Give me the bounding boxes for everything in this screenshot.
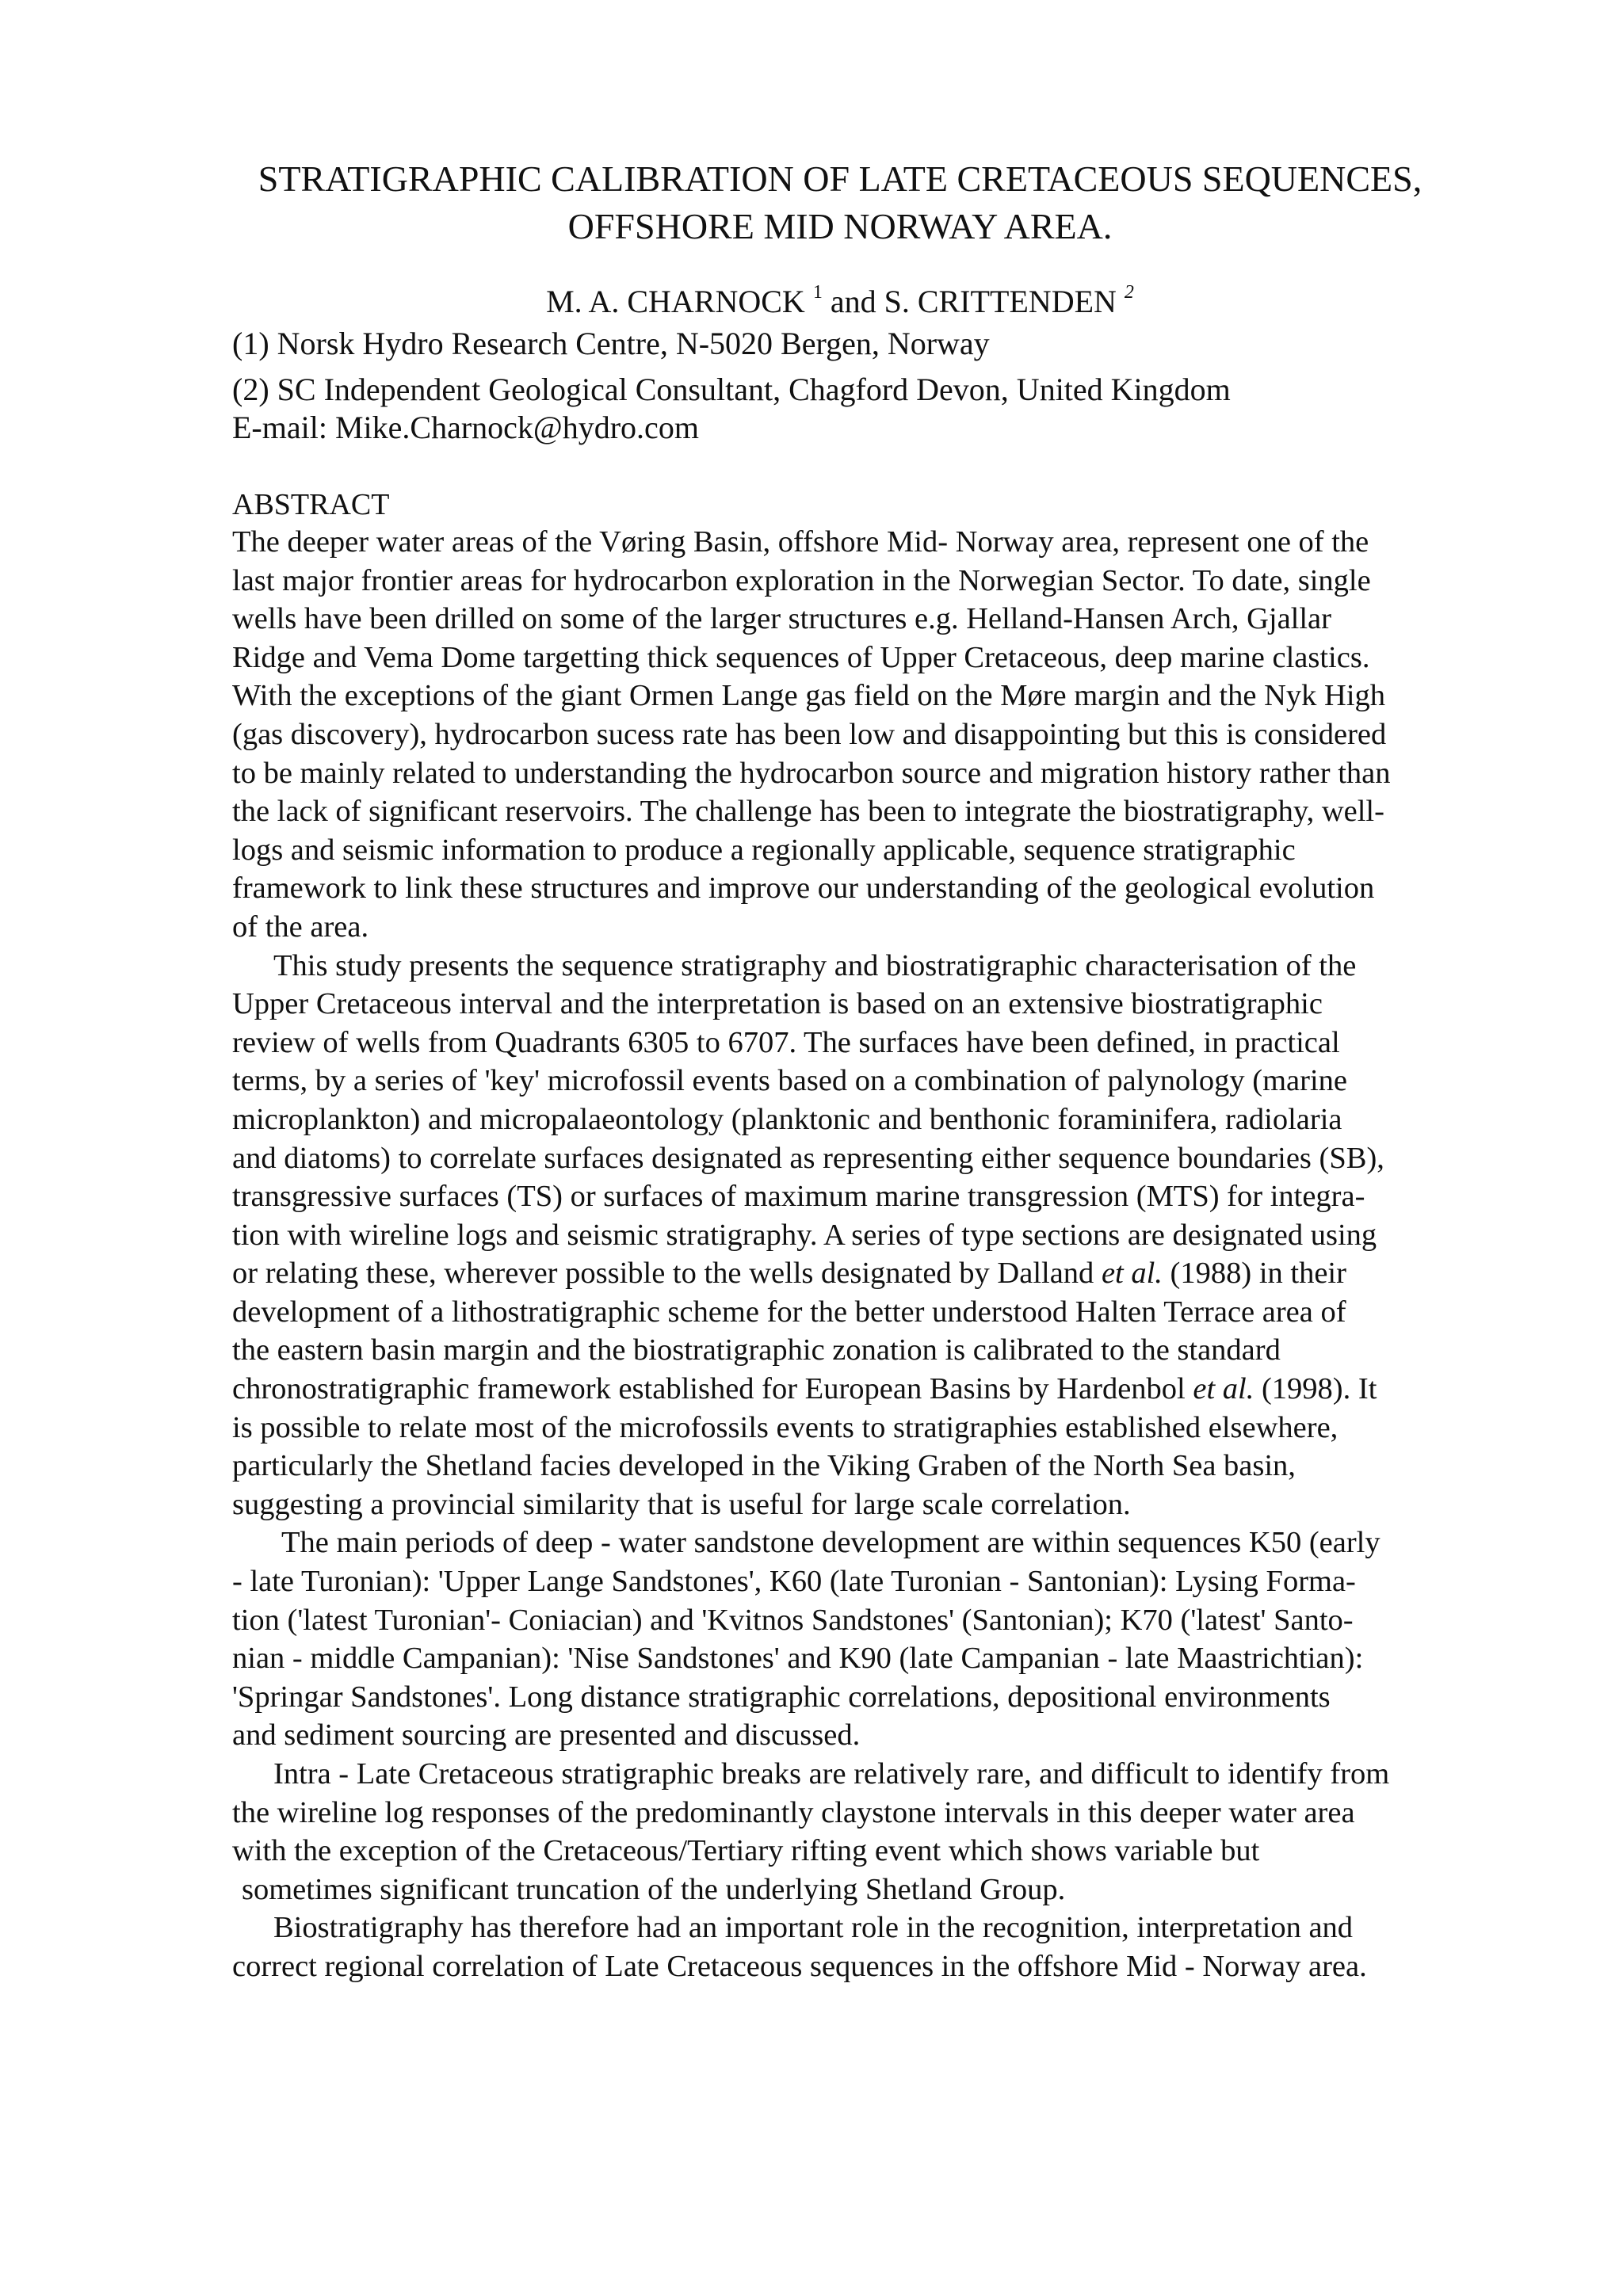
text-line: Ridge and Vema Dome targetting thick sequences of Upper Cretaceous, deep marine clastics. xyxy=(232,640,1370,674)
text-line-citation xyxy=(232,1370,1476,1409)
abstract-paragraph-1 xyxy=(232,523,1476,947)
text-line: framework to link these structures and improve our understanding of the geological evolution xyxy=(232,871,1375,906)
contact-email: E-mail: Mike.Charnock@hydro.com xyxy=(232,410,699,445)
text-line: logs and seismic information to produce a regionally applicable, sequence stratigraphic xyxy=(232,833,1296,867)
text-line: the wireline log responses of the predominantly claystone intervals in this deeper water area xyxy=(232,1795,1355,1829)
text-line: nian - middle Campanian): 'Nise Sandstones' and K90 (late Campanian - late Maastrichtian): xyxy=(232,1642,1364,1676)
abstract-paragraph-4 xyxy=(232,1755,1476,1909)
text-line: the lack of significant reservoirs. The challenge has been to integrate the biostratigraphy, well- xyxy=(232,795,1384,829)
text-line: tion ('latest Turonian'- Coniacian) and 'Kvitnos Sandstones' (Santonian); K70 ('latest' Santo- xyxy=(232,1603,1354,1637)
text-line: of the area. xyxy=(232,910,369,944)
text-line: with the exception of the Cretaceous/Tertiary rifting event which shows variable but xyxy=(232,1834,1260,1868)
text-line: and diatoms) to correlate surfaces designated as representing either sequence boundaries (SB), xyxy=(232,1141,1384,1175)
text-run: chronostratigraphic framework established for European Basins by Hardenbol xyxy=(232,1372,1193,1406)
text-line: Biostratigraphy has therefore had an important role in the recognition, interpretation and xyxy=(273,1911,1354,1945)
text-line: - late Turonian): 'Upper Lange Sandstones', K60 (late Turonian - Santonian): Lysing Forma- xyxy=(232,1565,1356,1599)
title-line-1: STRATIGRAPHIC CALIBRATION OF LATE CRETACEOUS SEQUENCES, xyxy=(258,158,1423,199)
title-line-2: OFFSHORE MID NORWAY AREA. xyxy=(567,206,1113,246)
text-line: Upper Cretaceous interval and the interpretation is based on an extensive biostratigraphic xyxy=(232,987,1323,1021)
text-line: wells have been drilled on some of the larger structures e.g. Helland-Hansen Arch, Gjallar xyxy=(232,602,1331,636)
text-line-citation xyxy=(232,1254,1476,1293)
text-line: transgressive surfaces (TS) or surfaces of maximum marine transgression (MTS) for integra- xyxy=(232,1180,1365,1214)
abstract-heading: ABSTRACT xyxy=(232,488,390,521)
text-line: last major frontier areas for hydrocarbon exploration in the Norwegian Sector. To date, single xyxy=(232,563,1371,597)
text-line: (gas discovery), hydrocarbon sucess rate has been low and disappointing but this is considered xyxy=(232,717,1387,751)
text-line: 'Springar Sandstones'. Long distance stratigraphic correlations, depositional environments xyxy=(232,1680,1331,1714)
author-2: S. CRITTENDEN xyxy=(884,284,1117,319)
text-line: the eastern basin margin and the biostratigraphic zonation is calibrated to the standard xyxy=(232,1333,1281,1367)
text-line: This study presents the sequence stratigraphy and biostratigraphic characterisation of the xyxy=(273,948,1357,982)
text-line: development of a lithostratigraphic scheme for the better understood Halten Terrace area of xyxy=(232,1295,1346,1329)
text-line: Intra - Late Cretaceous stratigraphic breaks are relatively rare, and difficult to identify from xyxy=(273,1757,1390,1791)
text-line: microplankton) and micropalaeontology (planktonic and benthonic foraminifera, radiolaria xyxy=(232,1102,1342,1136)
author-2-mark: 2 xyxy=(1124,282,1134,303)
citation-et-al: et al. xyxy=(1193,1372,1254,1406)
author-1-mark: 1 xyxy=(812,282,823,303)
abstract-paragraph-2 xyxy=(232,947,1476,1524)
text-run: (1998). It xyxy=(1254,1372,1377,1406)
author-line xyxy=(206,283,1474,321)
text-line: is possible to relate most of the microfossils events to stratigraphies established elsewhere, xyxy=(232,1410,1338,1444)
text-line: and sediment sourcing are presented and discussed. xyxy=(232,1718,861,1753)
affiliation-1: (1) Norsk Hydro Research Centre, N-5020 Bergen, Norway xyxy=(232,326,990,361)
text-line: review of wells from Quadrants 6305 to 6707. The surfaces have been defined, in practical xyxy=(232,1025,1340,1059)
text-line: The deeper water areas of the Vøring Basin, offshore Mid- Norway area, represent one of the xyxy=(232,525,1369,559)
text-line: to be mainly related to understanding the hydrocarbon source and migration history rather than xyxy=(232,756,1391,790)
text-run: or relating these, wherever possible to the wells designated by Dalland xyxy=(232,1257,1102,1291)
citation-et-al: et al. xyxy=(1101,1257,1163,1291)
author-1: M. A. CHARNOCK xyxy=(546,284,805,319)
text-line: With the exceptions of the giant Ormen Lange gas field on the Møre margin and the Nyk High xyxy=(232,679,1386,713)
text-line: tion with wireline logs and seismic stratigraphy. A series of type sections are designated using xyxy=(232,1218,1377,1252)
text-line: sometimes significant truncation of the underlying Shetland Group. xyxy=(242,1872,1066,1906)
text-line: The main periods of deep - water sandstone development are within sequences K50 (early xyxy=(281,1526,1381,1560)
author-conjunction: and xyxy=(830,284,876,319)
abstract-paragraph-3 xyxy=(232,1524,1476,1755)
affiliation-2: (2) SC Independent Geological Consultant, Chagford Devon, United Kingdom xyxy=(232,372,1231,407)
abstract-body xyxy=(232,523,1476,1986)
abstract-paragraph-5 xyxy=(232,1909,1476,1985)
text-line: particularly the Shetland facies developed in the Viking Graben of the North Sea basin, xyxy=(232,1449,1296,1483)
text-line: correct regional correlation of Late Cretaceous sequences in the offshore Mid - Norway area. xyxy=(232,1949,1367,1983)
paper-title xyxy=(206,155,1474,250)
text-line: terms, by a series of 'key' microfossil events based on a combination of palynology (marine xyxy=(232,1064,1347,1098)
text-run: (1988) in their xyxy=(1162,1257,1346,1291)
text-line: suggesting a provincial similarity that is useful for large scale correlation. xyxy=(232,1487,1131,1521)
